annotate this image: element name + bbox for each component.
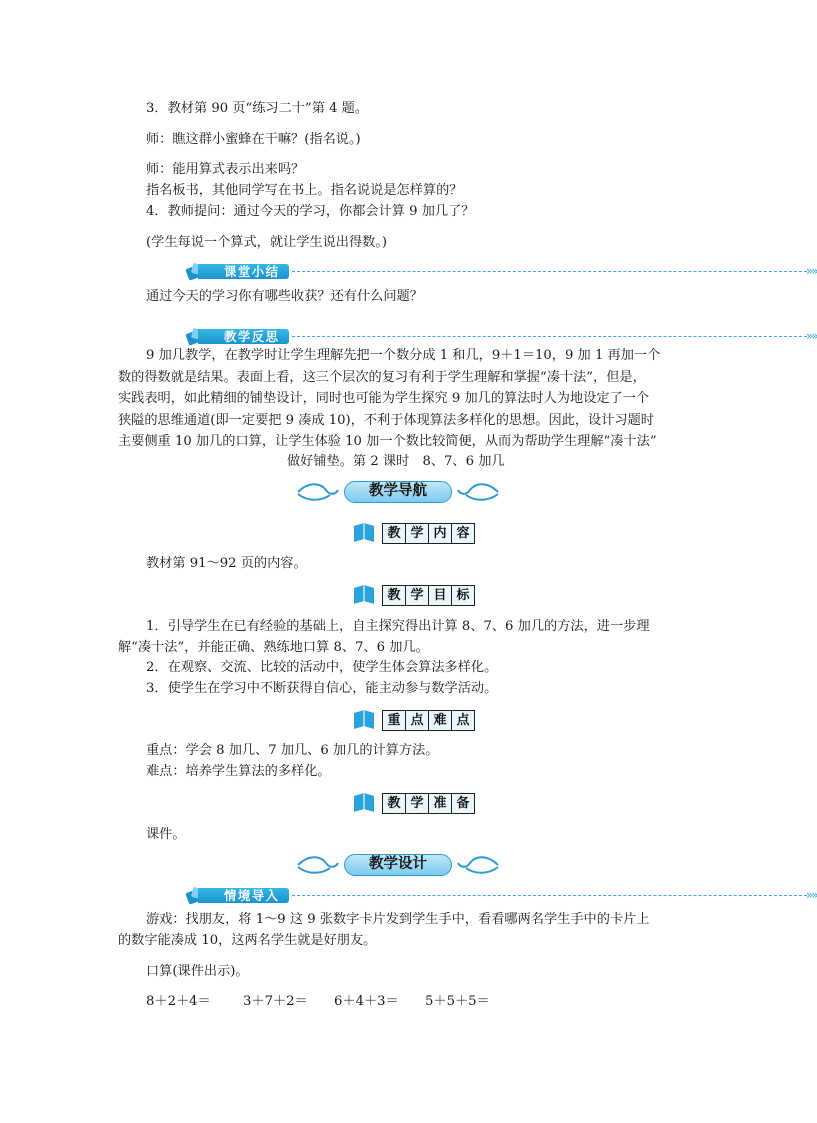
goal-1: 1．引导学生在已有经验的基础上，自主探究得出计算 8、7、6 加几的方法，进一步理 (146, 619, 650, 634)
reflection-line: 9 加几教学，在教学时让学生理解先把一个数分成 1 和几，9＋1＝10，9 加 1 再加一个 (146, 348, 661, 363)
reflection-line: 主要侧重 10 加几的口算，让学生体验 10 加一个数比较简便，从而为帮助学生理解“凑十法” (118, 434, 657, 449)
banner-teaching-nav-title: 教学导航 (344, 481, 452, 503)
text-line-3: 师：能用算式表示出来吗？ (146, 162, 305, 177)
heading-char: 教 (383, 794, 406, 813)
banner-teaching-design (296, 852, 500, 878)
text-line-6: (学生每说一个算式，就让学生说出得数。) (146, 235, 388, 250)
heading-char: 容 (452, 524, 474, 543)
heading-char: 重 (383, 711, 406, 730)
dashed-divider (292, 336, 807, 337)
heading-char: 目 (429, 586, 452, 605)
content-text: 教材第 91～92 页的内容。 (146, 556, 307, 571)
goal-3: 3．使学生在学习中不断获得自信心，能主动参与数学活动。 (146, 681, 498, 696)
game-text: 游戏：找朋友，将 1～9 这 9 张数字卡片发到学生手中，看看哪两名学生手中的卡片上 (146, 912, 650, 927)
oral-calc-label: 口算(课件出示)。 (146, 964, 249, 979)
section-intro-title: 情境导入 (198, 888, 289, 903)
double-arrow-icon: »» (806, 264, 817, 278)
heading-char: 学 (406, 794, 429, 813)
section-intro-header (184, 885, 817, 907)
text-line-5: 4．教师提问：通过今天的学习，你都会计算 9 加几了？ (146, 204, 475, 219)
book-icon (352, 522, 376, 544)
reflection-line: 狭隘的思维通道(即一定要把 9 凑成 10)，不利于体现算法多样化的思想。因此，设计习题时 (118, 412, 654, 428)
goal-1-cont: 解“凑十法”，并能正确、熟练地口算 8、7、6 加几。 (118, 640, 429, 655)
banner-teaching-nav (296, 479, 500, 505)
expression-4: 5＋5＋5＝ (425, 994, 490, 1009)
expression-3: 6＋4＋3＝ (334, 994, 399, 1009)
reflection-line: 实践表明，如此精细的铺垫设计，同时也可能为学生探究 9 加几的算法时人为地设定了一个 (118, 391, 650, 406)
heading-char: 教 (383, 586, 406, 605)
heading-char: 点 (452, 711, 474, 730)
double-arrow-icon: »» (806, 888, 817, 902)
heading-char: 备 (452, 794, 474, 813)
game-text-cont: 的数字能凑成 10，这两名学生就是好朋友。 (118, 933, 377, 948)
section-reflection-title: 教学反思 (198, 329, 289, 344)
heading-char: 教 (383, 524, 406, 543)
heading-char: 难 (429, 711, 452, 730)
prep-text: 课件。 (146, 827, 186, 842)
heading-char: 学 (406, 586, 429, 605)
reflection-last-line: 做好铺垫。第 2 课时 8、7、6 加几 (287, 454, 505, 469)
section-summary-title: 课堂小结 (198, 264, 289, 279)
heading-char: 内 (429, 524, 452, 543)
text-line-2: 师：瞧这群小蜜蜂在干嘛？(指名说。) (146, 132, 361, 147)
key-point: 重点：学会 8 加几、7 加几、6 加几的计算方法。 (146, 743, 439, 758)
dashed-divider (292, 895, 807, 896)
heading-char: 点 (406, 711, 429, 730)
expression-2: 3＋7＋2＝ (243, 994, 308, 1009)
text-line-1: 3．教材第 90 页“练习二十”第 4 题。 (146, 101, 369, 116)
expression-1: 8＋2＋4＝ (146, 994, 211, 1009)
book-icon (352, 792, 376, 814)
book-icon (352, 709, 376, 731)
banner-teaching-design-title: 教学设计 (344, 854, 452, 876)
double-arrow-icon: »» (806, 329, 817, 343)
dashed-divider (292, 271, 807, 272)
heading-char: 标 (452, 586, 474, 605)
difficulty-point: 难点：培养学生算法的多样化。 (146, 764, 331, 779)
summary-text: 通过今天的学习你有哪些收获？还有什么问题？ (146, 289, 423, 304)
reflection-line: 数的得数就是结果。表面上看，这三个层次的复习有利于学生理解和掌握“凑十法”，但是， (118, 369, 646, 385)
heading-char: 准 (429, 794, 452, 813)
section-summary-header (184, 261, 817, 283)
reflection-paragraph (118, 345, 674, 453)
book-icon (352, 584, 376, 606)
goal-2: 2．在观察、交流、比较的活动中，使学生体会算法多样化。 (146, 660, 498, 675)
heading-char: 学 (406, 524, 429, 543)
text-line-4: 指名板书，其他同学写在书上。指名说说是怎样算的？ (146, 183, 463, 198)
